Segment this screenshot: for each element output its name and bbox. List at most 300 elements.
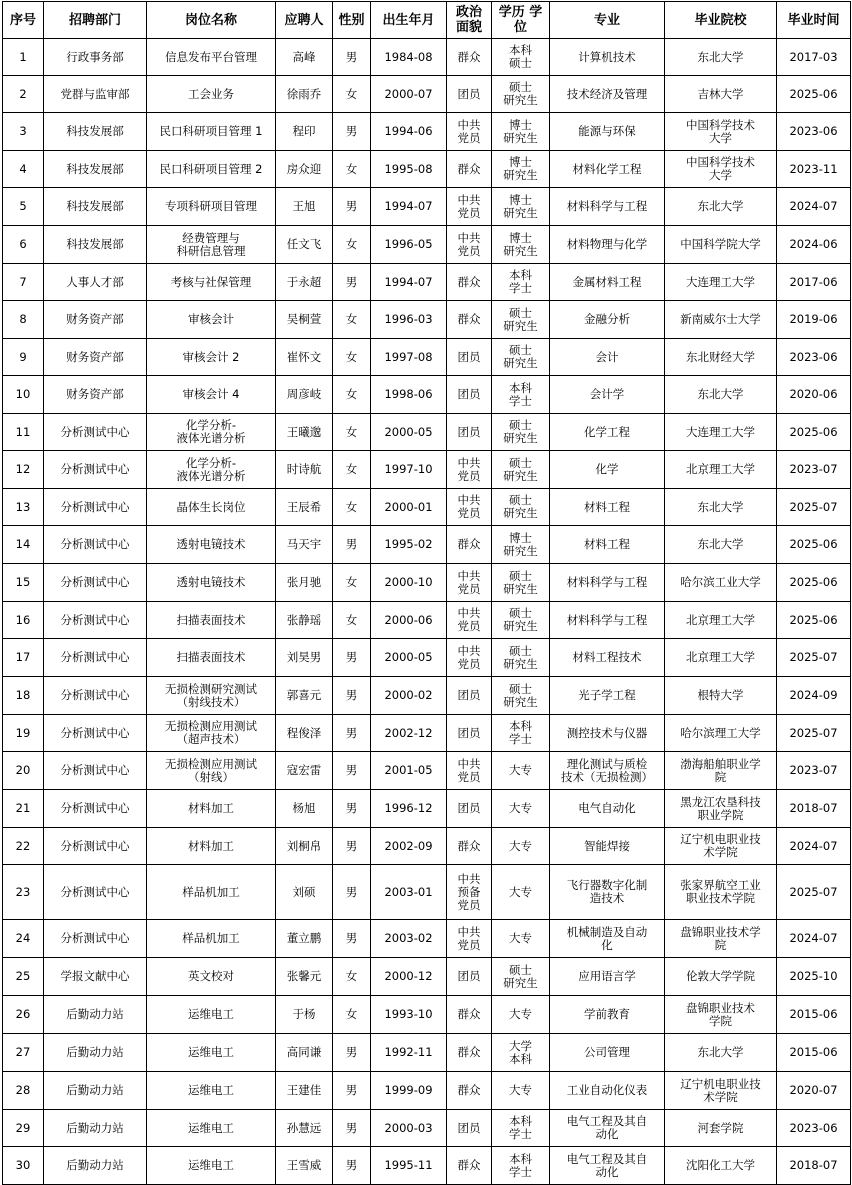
cell-text: 群众 bbox=[457, 161, 481, 176]
cell-seq bbox=[3, 188, 44, 226]
cell-text: 男 bbox=[345, 725, 358, 740]
cell-political-status bbox=[447, 1110, 492, 1147]
cell-text: 2023-07 bbox=[789, 763, 838, 777]
cell-text: 董立鹏 bbox=[286, 931, 322, 945]
cell-position bbox=[147, 1110, 276, 1147]
cell-text: 3 bbox=[19, 124, 27, 138]
cell-text: 运维电工 bbox=[188, 1007, 234, 1021]
cell-school bbox=[665, 996, 777, 1034]
cell-text: 分析测试中心 bbox=[60, 725, 130, 740]
cell-text: 27 bbox=[15, 1045, 31, 1059]
cell-text: 团员 bbox=[457, 86, 481, 101]
table-row bbox=[3, 996, 851, 1034]
header-label: 专业 bbox=[593, 12, 620, 28]
cell-text: 后勤动力站 bbox=[66, 1083, 124, 1097]
cell-gender bbox=[333, 1072, 371, 1110]
cell-text: 运维电工 bbox=[188, 1083, 234, 1097]
cell-education bbox=[492, 113, 550, 151]
cell-text: 王曦邈 bbox=[286, 424, 322, 439]
table-row bbox=[3, 715, 851, 752]
cell-text: 吉林大学 bbox=[697, 86, 744, 101]
cell-applicant bbox=[276, 865, 333, 920]
cell-position bbox=[147, 1072, 276, 1110]
cell-seq bbox=[3, 339, 44, 376]
cell-gender bbox=[333, 564, 371, 602]
cell-text: 30 bbox=[15, 1158, 31, 1172]
header-label: 出生年月 bbox=[382, 12, 435, 28]
cell-text: 硕士 研究生 bbox=[503, 493, 538, 520]
cell-text: 分析测试中心 bbox=[60, 462, 130, 476]
cell-text: 2025-10 bbox=[789, 969, 838, 983]
header-birth-date bbox=[371, 2, 447, 39]
cell-position bbox=[147, 76, 276, 113]
cell-birth-date bbox=[371, 414, 447, 451]
cell-political-status bbox=[447, 226, 492, 264]
cell-text: 电气工程及其自 动化 bbox=[566, 1114, 648, 1141]
cell-text: 1996-12 bbox=[384, 801, 433, 815]
cell-gender bbox=[333, 339, 371, 376]
cell-education bbox=[492, 188, 550, 226]
cell-text: 男 bbox=[345, 274, 358, 289]
cell-text: 时诗航 bbox=[286, 462, 322, 476]
cell-text: 硕士 研究生 bbox=[503, 568, 538, 596]
cell-education bbox=[492, 865, 550, 920]
cell-text: 分析测试中心 bbox=[60, 612, 130, 627]
table-row bbox=[3, 151, 851, 188]
cell-applicant bbox=[276, 752, 333, 790]
cell-political-status bbox=[447, 715, 492, 752]
cell-major bbox=[550, 996, 665, 1034]
cell-education bbox=[492, 339, 550, 376]
cell-department bbox=[44, 526, 147, 564]
cell-text: 男 bbox=[345, 884, 358, 899]
cell-seq bbox=[3, 602, 44, 639]
cell-text: 中共 党员 bbox=[457, 756, 481, 784]
cell-applicant bbox=[276, 828, 333, 865]
cell-applicant bbox=[276, 790, 333, 828]
cell-graduation-date bbox=[777, 828, 851, 865]
cell-text: 中国科学技术 大学 bbox=[686, 155, 755, 182]
cell-text: 本科 硕士 bbox=[509, 43, 532, 70]
cell-birth-date bbox=[371, 677, 447, 715]
cell-graduation-date bbox=[777, 1072, 851, 1110]
cell-text: 硕士 研究生 bbox=[503, 681, 538, 709]
cell-text: 盘锦职业技术学 院 bbox=[680, 924, 761, 952]
cell-education bbox=[492, 1072, 550, 1110]
cell-department bbox=[44, 958, 147, 996]
cell-position bbox=[147, 113, 276, 151]
cell-department bbox=[44, 752, 147, 790]
cell-seq bbox=[3, 1110, 44, 1147]
cell-text: 2000-06 bbox=[384, 612, 433, 627]
cell-education bbox=[492, 920, 550, 958]
cell-graduation-date bbox=[777, 865, 851, 920]
cell-text: 6 bbox=[19, 237, 27, 251]
cell-birth-date bbox=[371, 376, 447, 414]
cell-text: 女 bbox=[345, 312, 358, 326]
cell-political-status bbox=[447, 602, 492, 639]
cell-school bbox=[665, 564, 777, 602]
cell-text: 4 bbox=[19, 161, 27, 176]
cell-applicant bbox=[276, 489, 333, 526]
cell-text: 2017-03 bbox=[789, 49, 838, 64]
cell-applicant bbox=[276, 677, 333, 715]
cell-applicant bbox=[276, 1110, 333, 1147]
cell-major bbox=[550, 226, 665, 264]
cell-graduation-date bbox=[777, 113, 851, 151]
cell-text: 团员 bbox=[457, 1120, 481, 1135]
cell-text: 材料加工 bbox=[188, 801, 234, 815]
cell-text: 杨旭 bbox=[292, 801, 316, 815]
cell-applicant bbox=[276, 564, 333, 602]
cell-school bbox=[665, 339, 777, 376]
table-row bbox=[3, 677, 851, 715]
table-row bbox=[3, 828, 851, 865]
cell-seq bbox=[3, 564, 44, 602]
cell-text: 中共 党员 bbox=[457, 643, 481, 671]
cell-graduation-date bbox=[777, 639, 851, 677]
cell-seq bbox=[3, 1147, 44, 1185]
cell-school bbox=[665, 752, 777, 790]
cell-school bbox=[665, 1034, 777, 1072]
cell-seq bbox=[3, 865, 44, 920]
cell-text: 2024-06 bbox=[789, 237, 838, 251]
cell-text: 2025-06 bbox=[789, 575, 838, 589]
cell-gender bbox=[333, 489, 371, 526]
table-row bbox=[3, 451, 851, 489]
cell-political-status bbox=[447, 339, 492, 376]
cell-gender bbox=[333, 1147, 371, 1185]
table-row bbox=[3, 958, 851, 996]
cell-text: 团员 bbox=[457, 801, 481, 815]
cell-position bbox=[147, 602, 276, 639]
cell-school bbox=[665, 76, 777, 113]
cell-text: 材料工程技术 bbox=[572, 650, 642, 664]
cell-applicant bbox=[276, 1147, 333, 1185]
table-row bbox=[3, 76, 851, 113]
cell-department bbox=[44, 451, 147, 489]
cell-text: 盘锦职业技术 学院 bbox=[686, 1000, 755, 1028]
cell-position bbox=[147, 489, 276, 526]
cell-education bbox=[492, 151, 550, 188]
cell-text: 2018-07 bbox=[789, 1158, 838, 1172]
cell-department bbox=[44, 564, 147, 602]
cell-text: 中共 党员 bbox=[457, 117, 481, 145]
cell-text: 25 bbox=[15, 969, 31, 983]
cell-applicant bbox=[276, 339, 333, 376]
cell-graduation-date bbox=[777, 414, 851, 451]
cell-graduation-date bbox=[777, 790, 851, 828]
cell-position bbox=[147, 996, 276, 1034]
cell-text: 博士 研究生 bbox=[503, 155, 538, 182]
cell-text: 中共 党员 bbox=[457, 568, 481, 596]
cell-political-status bbox=[447, 996, 492, 1034]
cell-applicant bbox=[276, 1072, 333, 1110]
cell-graduation-date bbox=[777, 76, 851, 113]
cell-text: 孙慧远 bbox=[286, 1120, 322, 1135]
cell-applicant bbox=[276, 451, 333, 489]
cell-text: 后勤动力站 bbox=[66, 1120, 124, 1135]
cell-position bbox=[147, 790, 276, 828]
cell-political-status bbox=[447, 264, 492, 301]
cell-text: 样品机加工 bbox=[182, 931, 240, 945]
cell-text: 博士 研究生 bbox=[503, 117, 538, 145]
header-label: 序号 bbox=[9, 12, 36, 28]
cell-text: 黑龙江农垦科技 职业学院 bbox=[680, 794, 761, 822]
cell-department bbox=[44, 1034, 147, 1072]
cell-birth-date bbox=[371, 151, 447, 188]
cell-major bbox=[550, 414, 665, 451]
cell-text: 程印 bbox=[292, 124, 316, 138]
cell-seq bbox=[3, 264, 44, 301]
cell-education bbox=[492, 489, 550, 526]
cell-text: 考核与社保管理 bbox=[170, 274, 252, 289]
cell-text: 光子学工程 bbox=[578, 688, 636, 702]
cell-major bbox=[550, 752, 665, 790]
header-department bbox=[44, 2, 147, 39]
cell-text: 10 bbox=[15, 387, 31, 401]
cell-education bbox=[492, 564, 550, 602]
cell-text: 东北大学 bbox=[697, 387, 744, 401]
cell-text: 团员 bbox=[457, 424, 481, 439]
applicant-table bbox=[2, 1, 851, 1185]
cell-text: 男 bbox=[345, 537, 358, 551]
table-row bbox=[3, 39, 851, 76]
cell-school bbox=[665, 451, 777, 489]
cell-text: 男 bbox=[345, 1083, 358, 1097]
cell-text: 女 bbox=[345, 237, 358, 251]
cell-applicant bbox=[276, 301, 333, 339]
cell-text: 团员 bbox=[457, 969, 481, 983]
cell-education bbox=[492, 1110, 550, 1147]
cell-text: 材料物理与化学 bbox=[566, 237, 648, 251]
cell-text: 张静瑶 bbox=[286, 612, 322, 627]
cell-text: 1992-11 bbox=[384, 1045, 433, 1059]
cell-text: 26 bbox=[15, 1007, 31, 1021]
cell-gender bbox=[333, 790, 371, 828]
cell-department bbox=[44, 1110, 147, 1147]
header-major bbox=[550, 2, 665, 39]
cell-text: 分析测试中心 bbox=[60, 537, 130, 551]
cell-political-status bbox=[447, 564, 492, 602]
cell-text: 根特大学 bbox=[697, 688, 744, 702]
cell-political-status bbox=[447, 865, 492, 920]
cell-text: 2000-03 bbox=[384, 1120, 433, 1135]
cell-text: 大连理工大学 bbox=[686, 274, 755, 289]
cell-major bbox=[550, 639, 665, 677]
cell-birth-date bbox=[371, 639, 447, 677]
cell-gender bbox=[333, 188, 371, 226]
cell-text: 中共 党员 bbox=[457, 192, 481, 220]
cell-birth-date bbox=[371, 339, 447, 376]
cell-text: 女 bbox=[345, 387, 358, 401]
cell-school bbox=[665, 151, 777, 188]
cell-position bbox=[147, 151, 276, 188]
cell-gender bbox=[333, 264, 371, 301]
header-label: 岗位名称 bbox=[184, 12, 237, 28]
cell-text: 后勤动力站 bbox=[66, 1007, 124, 1021]
cell-text: 沈阳化工大学 bbox=[686, 1158, 755, 1172]
cell-major bbox=[550, 1034, 665, 1072]
cell-political-status bbox=[447, 188, 492, 226]
cell-political-status bbox=[447, 76, 492, 113]
cell-applicant bbox=[276, 151, 333, 188]
cell-text: 8 bbox=[19, 312, 27, 326]
cell-text: 2003-02 bbox=[384, 931, 433, 945]
cell-text: 晶体生长岗位 bbox=[176, 499, 246, 514]
cell-applicant bbox=[276, 264, 333, 301]
cell-political-status bbox=[447, 414, 492, 451]
cell-text: 群众 bbox=[457, 1007, 481, 1021]
cell-department bbox=[44, 920, 147, 958]
cell-text: 中共 党员 bbox=[457, 230, 481, 258]
cell-graduation-date bbox=[777, 958, 851, 996]
cell-text: 团员 bbox=[457, 688, 481, 702]
table-row bbox=[3, 526, 851, 564]
cell-position bbox=[147, 828, 276, 865]
cell-text: 张月驰 bbox=[286, 575, 322, 589]
cell-seq bbox=[3, 1034, 44, 1072]
table-row bbox=[3, 414, 851, 451]
cell-birth-date bbox=[371, 865, 447, 920]
cell-school bbox=[665, 264, 777, 301]
cell-text: 新南威尔士大学 bbox=[680, 312, 761, 326]
cell-text: 2025-06 bbox=[789, 537, 838, 551]
cell-text: 2003-01 bbox=[384, 884, 433, 899]
cell-text: 2000-12 bbox=[384, 969, 433, 983]
cell-text: 男 bbox=[345, 124, 358, 138]
cell-birth-date bbox=[371, 958, 447, 996]
cell-text: 大学 本科 bbox=[509, 1038, 532, 1066]
cell-department bbox=[44, 414, 147, 451]
cell-text: 分析测试中心 bbox=[60, 499, 130, 514]
cell-text: 1984-08 bbox=[384, 49, 433, 64]
cell-text: 9 bbox=[19, 349, 27, 364]
cell-text: 材料化学工程 bbox=[572, 161, 642, 176]
cell-text: 本科 学士 bbox=[509, 1151, 532, 1179]
cell-text: 审核会计 2 bbox=[182, 349, 240, 364]
cell-education bbox=[492, 996, 550, 1034]
cell-text: 材料加工 bbox=[188, 838, 234, 853]
cell-major bbox=[550, 526, 665, 564]
cell-birth-date bbox=[371, 264, 447, 301]
cell-text: 2025-07 bbox=[789, 650, 838, 664]
cell-text: 16 bbox=[15, 612, 31, 627]
cell-text: 金融分析 bbox=[584, 312, 630, 326]
cell-text: 王辰希 bbox=[286, 499, 322, 514]
cell-text: 辽宁机电职业技 术学院 bbox=[680, 1076, 761, 1104]
cell-seq bbox=[3, 414, 44, 451]
cell-text: 群众 bbox=[457, 537, 481, 551]
cell-text: 硕士 研究生 bbox=[503, 80, 538, 107]
cell-text: 刘桐帛 bbox=[286, 838, 322, 853]
table-row bbox=[3, 564, 851, 602]
cell-applicant bbox=[276, 920, 333, 958]
table-row bbox=[3, 920, 851, 958]
cell-department bbox=[44, 715, 147, 752]
cell-gender bbox=[333, 752, 371, 790]
cell-text: 机械制造及自动 化 bbox=[566, 924, 648, 952]
cell-text: 任文飞 bbox=[286, 237, 322, 251]
cell-text: 1995-11 bbox=[384, 1158, 433, 1172]
cell-text: 计算机技术 bbox=[578, 49, 636, 64]
cell-graduation-date bbox=[777, 752, 851, 790]
cell-text: 21 bbox=[15, 801, 31, 815]
header-seq bbox=[3, 2, 44, 39]
cell-seq bbox=[3, 677, 44, 715]
cell-text: 中共 党员 bbox=[457, 924, 481, 952]
cell-major bbox=[550, 1147, 665, 1185]
cell-text: 分析测试中心 bbox=[60, 575, 130, 589]
cell-seq bbox=[3, 451, 44, 489]
cell-text: 电气自动化 bbox=[578, 801, 636, 815]
cell-text: 东北大学 bbox=[697, 49, 744, 64]
cell-text: 河套学院 bbox=[697, 1120, 744, 1135]
cell-applicant bbox=[276, 1034, 333, 1072]
cell-department bbox=[44, 790, 147, 828]
cell-major bbox=[550, 715, 665, 752]
cell-school bbox=[665, 113, 777, 151]
cell-graduation-date bbox=[777, 451, 851, 489]
cell-gender bbox=[333, 602, 371, 639]
cell-education bbox=[492, 790, 550, 828]
cell-text: 伦敦大学学院 bbox=[686, 969, 755, 983]
cell-gender bbox=[333, 376, 371, 414]
cell-text: 智能焊接 bbox=[584, 838, 630, 853]
cell-text: 女 bbox=[345, 424, 358, 439]
cell-gender bbox=[333, 76, 371, 113]
header-education bbox=[492, 2, 550, 39]
cell-text: 群众 bbox=[457, 1045, 481, 1059]
cell-text: 材料科学与工程 bbox=[566, 199, 648, 213]
cell-major bbox=[550, 376, 665, 414]
cell-text: 女 bbox=[345, 1007, 358, 1021]
cell-text: 北京理工大学 bbox=[686, 650, 755, 664]
cell-major bbox=[550, 920, 665, 958]
cell-birth-date bbox=[371, 1072, 447, 1110]
cell-graduation-date bbox=[777, 151, 851, 188]
cell-text: 1995-08 bbox=[384, 161, 433, 176]
cell-graduation-date bbox=[777, 1110, 851, 1147]
cell-birth-date bbox=[371, 526, 447, 564]
cell-text: 理化测试与质检 技术（无损检测） bbox=[561, 756, 653, 784]
cell-birth-date bbox=[371, 920, 447, 958]
cell-text: 男 bbox=[345, 801, 358, 815]
cell-text: 7 bbox=[19, 274, 27, 289]
table-row bbox=[3, 639, 851, 677]
table-row bbox=[3, 602, 851, 639]
cell-text: 2002-09 bbox=[384, 838, 433, 853]
cell-major bbox=[550, 790, 665, 828]
cell-gender bbox=[333, 226, 371, 264]
cell-department bbox=[44, 1147, 147, 1185]
cell-gender bbox=[333, 414, 371, 451]
cell-text: 男 bbox=[345, 199, 358, 213]
cell-text: 财务资产部 bbox=[66, 312, 124, 326]
cell-education bbox=[492, 828, 550, 865]
cell-text: 2002-12 bbox=[384, 725, 433, 740]
cell-text: 材料科学与工程 bbox=[566, 575, 648, 589]
cell-text: 测控技术与仪器 bbox=[566, 725, 648, 740]
cell-graduation-date bbox=[777, 920, 851, 958]
cell-education bbox=[492, 76, 550, 113]
cell-department bbox=[44, 113, 147, 151]
cell-birth-date bbox=[371, 996, 447, 1034]
header-gender bbox=[333, 2, 371, 39]
cell-political-status bbox=[447, 39, 492, 76]
cell-school bbox=[665, 1072, 777, 1110]
cell-text: 大专 bbox=[509, 931, 532, 945]
